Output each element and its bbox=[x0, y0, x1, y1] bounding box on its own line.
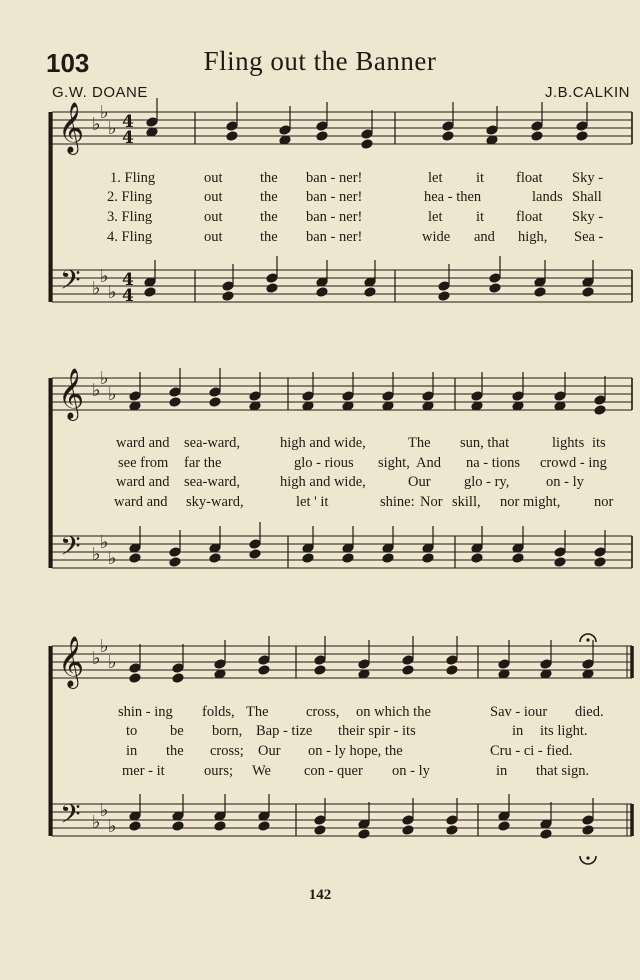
notehead bbox=[258, 655, 270, 665]
flat-icon: ♭ bbox=[108, 118, 117, 139]
notehead bbox=[489, 273, 501, 283]
notehead bbox=[361, 139, 373, 149]
notehead bbox=[554, 547, 566, 557]
notehead bbox=[209, 397, 221, 407]
flat-icon: ♭ bbox=[108, 816, 117, 837]
flat-icon: ♭ bbox=[100, 102, 109, 123]
flat-icon: ♭ bbox=[100, 368, 109, 389]
notehead bbox=[402, 815, 414, 825]
notehead bbox=[364, 287, 376, 297]
notehead bbox=[594, 557, 606, 567]
notehead bbox=[582, 287, 594, 297]
notehead bbox=[446, 665, 458, 675]
flat-icon: ♭ bbox=[100, 532, 109, 553]
hymn-title: Fling out the Banner bbox=[203, 46, 437, 76]
notehead bbox=[266, 273, 278, 283]
notehead bbox=[358, 659, 370, 669]
notehead bbox=[512, 553, 524, 563]
treble-clef-icon: 𝄞 bbox=[58, 636, 85, 687]
time-signature-bottom: 4 bbox=[122, 286, 134, 306]
notehead bbox=[209, 387, 221, 397]
notehead bbox=[498, 821, 510, 831]
flat-icon: ♭ bbox=[100, 636, 109, 657]
notehead bbox=[129, 673, 141, 683]
notehead bbox=[209, 553, 221, 563]
notehead bbox=[361, 129, 373, 139]
flat-icon: ♭ bbox=[92, 380, 101, 401]
notehead bbox=[214, 659, 226, 669]
notehead bbox=[402, 825, 414, 835]
notehead bbox=[249, 549, 261, 559]
notehead bbox=[582, 659, 594, 669]
notehead bbox=[249, 391, 261, 401]
notehead bbox=[422, 391, 434, 401]
notehead bbox=[576, 121, 588, 131]
notehead bbox=[172, 821, 184, 831]
notehead bbox=[512, 391, 524, 401]
hymn-number: 103 bbox=[46, 48, 90, 78]
notehead bbox=[129, 553, 141, 563]
notehead bbox=[446, 815, 458, 825]
notehead bbox=[214, 821, 226, 831]
notehead bbox=[342, 553, 354, 563]
notehead bbox=[498, 659, 510, 669]
notehead bbox=[314, 655, 326, 665]
notehead bbox=[554, 557, 566, 567]
notehead bbox=[531, 121, 543, 131]
notehead bbox=[446, 655, 458, 665]
time-signature-top: 4 bbox=[122, 270, 134, 290]
time-signature-top: 4 bbox=[122, 112, 134, 132]
notehead bbox=[314, 665, 326, 675]
notehead bbox=[258, 821, 270, 831]
notehead bbox=[146, 117, 158, 127]
lyricist: G.W. DOANE bbox=[52, 84, 148, 101]
notehead bbox=[169, 387, 181, 397]
notehead bbox=[169, 397, 181, 407]
notehead bbox=[446, 825, 458, 835]
notehead bbox=[402, 665, 414, 675]
bass-clef-icon: 𝄢 bbox=[60, 530, 81, 568]
notehead bbox=[129, 391, 141, 401]
notehead bbox=[471, 553, 483, 563]
notehead bbox=[358, 829, 370, 839]
notehead bbox=[540, 829, 552, 839]
notehead bbox=[316, 121, 328, 131]
notehead bbox=[266, 283, 278, 293]
notehead bbox=[302, 391, 314, 401]
notehead bbox=[554, 391, 566, 401]
notehead bbox=[594, 547, 606, 557]
notehead bbox=[438, 281, 450, 291]
notehead bbox=[314, 825, 326, 835]
notehead bbox=[582, 825, 594, 835]
notehead bbox=[222, 281, 234, 291]
notehead bbox=[172, 673, 184, 683]
notehead bbox=[486, 125, 498, 135]
notehead bbox=[489, 283, 501, 293]
notehead bbox=[172, 663, 184, 673]
flat-icon: ♭ bbox=[92, 544, 101, 565]
notehead bbox=[129, 663, 141, 673]
notehead bbox=[438, 291, 450, 301]
notehead bbox=[258, 665, 270, 675]
notehead bbox=[226, 121, 238, 131]
flat-icon: ♭ bbox=[92, 812, 101, 833]
flat-icon: ♭ bbox=[100, 800, 109, 821]
notehead bbox=[471, 391, 483, 401]
notehead bbox=[279, 125, 291, 135]
notehead bbox=[314, 815, 326, 825]
flat-icon: ♭ bbox=[108, 548, 117, 569]
notehead bbox=[531, 131, 543, 141]
notehead bbox=[382, 391, 394, 401]
fermata-dot bbox=[586, 856, 589, 859]
notehead bbox=[316, 287, 328, 297]
bass-clef-icon: 𝄢 bbox=[60, 264, 81, 302]
notehead bbox=[144, 287, 156, 297]
notehead bbox=[129, 821, 141, 831]
notehead bbox=[594, 395, 606, 405]
notehead bbox=[169, 557, 181, 567]
flat-icon: ♭ bbox=[92, 114, 101, 135]
notehead bbox=[169, 547, 181, 557]
notehead bbox=[442, 131, 454, 141]
flat-icon: ♭ bbox=[92, 278, 101, 299]
flat-icon: ♭ bbox=[108, 652, 117, 673]
bass-clef-icon: 𝄢 bbox=[60, 798, 81, 836]
notehead bbox=[540, 659, 552, 669]
notehead bbox=[316, 131, 328, 141]
notehead bbox=[226, 131, 238, 141]
flat-icon: ♭ bbox=[108, 282, 117, 303]
notehead bbox=[222, 291, 234, 301]
notehead bbox=[442, 121, 454, 131]
page-number: 142 bbox=[308, 887, 332, 903]
flat-icon: ♭ bbox=[108, 384, 117, 405]
notehead bbox=[582, 815, 594, 825]
notehead bbox=[422, 553, 434, 563]
notehead bbox=[402, 655, 414, 665]
time-signature-bottom: 4 bbox=[122, 128, 134, 148]
treble-clef-icon: 𝄞 bbox=[58, 368, 85, 419]
notehead bbox=[249, 539, 261, 549]
notehead bbox=[302, 553, 314, 563]
notehead bbox=[594, 405, 606, 415]
composer: J.B.CALKIN bbox=[544, 84, 630, 101]
notehead bbox=[382, 553, 394, 563]
fermata-dot bbox=[586, 638, 589, 641]
notehead bbox=[534, 287, 546, 297]
notehead bbox=[576, 131, 588, 141]
flat-icon: ♭ bbox=[100, 266, 109, 287]
flat-icon: ♭ bbox=[92, 648, 101, 669]
notehead bbox=[342, 391, 354, 401]
treble-clef-icon: 𝄞 bbox=[58, 102, 85, 153]
